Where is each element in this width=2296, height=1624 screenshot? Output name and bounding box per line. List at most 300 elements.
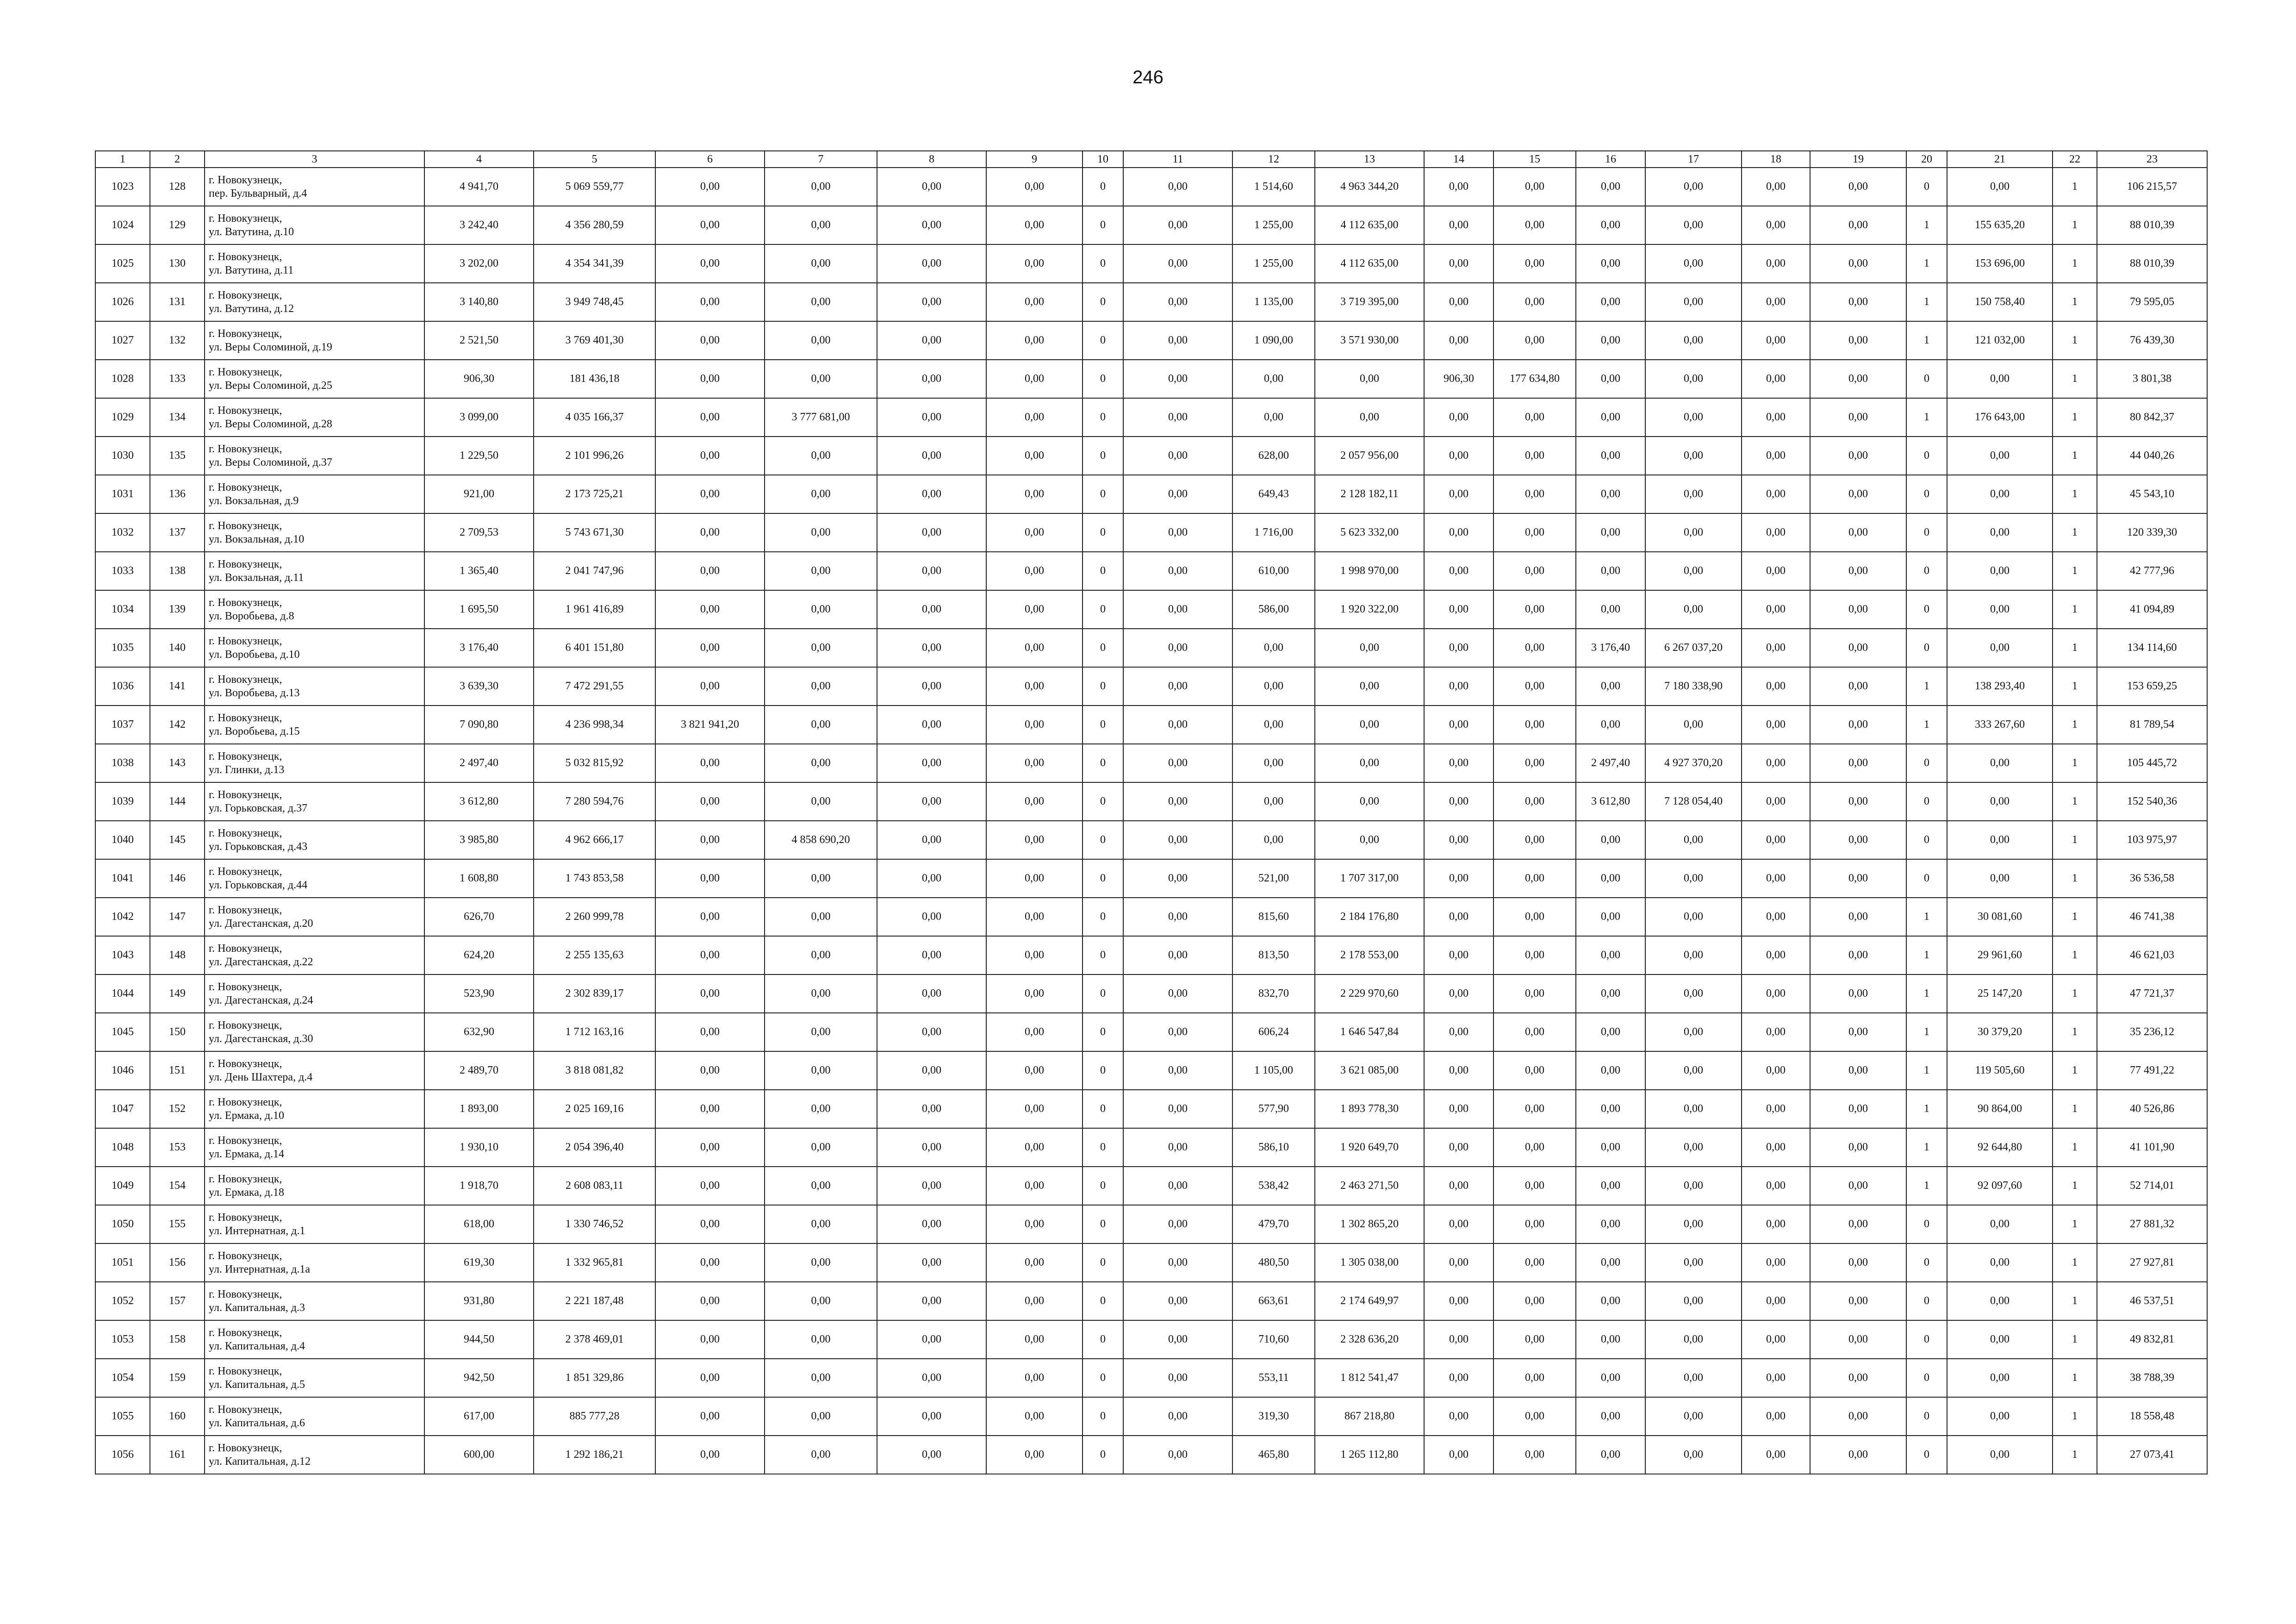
value-cell: 0,00 [1645, 168, 1742, 206]
address-city: г. Новокузнецк, [209, 366, 282, 378]
value-cell: 0 [1083, 590, 1123, 629]
value-cell: 5 032 815,92 [534, 744, 655, 782]
value-cell: 0,00 [986, 1128, 1083, 1167]
value-cell: 0,00 [1576, 1397, 1645, 1436]
value-cell: 3 985,80 [424, 821, 534, 859]
table-row [95, 1013, 2207, 1051]
item-number-cell: 160 [150, 1397, 205, 1436]
address-city: г. Новокузнецк, [209, 289, 282, 301]
value-cell: 1 [2053, 475, 2097, 513]
value-cell: 0 [1083, 974, 1123, 1013]
item-number-cell: 136 [150, 475, 205, 513]
value-cell: 1 [1906, 398, 1947, 437]
value-cell: 0,00 [877, 590, 986, 629]
address-cell [205, 936, 424, 974]
value-cell: 0,00 [877, 168, 986, 206]
value-cell: 1 [2053, 244, 2097, 283]
value-cell: 906,30 [1424, 360, 1493, 398]
item-number-cell: 155 [150, 1205, 205, 1243]
value-cell: 1 [1906, 1167, 1947, 1205]
row-number-cell: 1045 [95, 1013, 150, 1051]
value-cell: 1 [1906, 936, 1947, 974]
value-cell: 0 [1083, 244, 1123, 283]
item-number-cell: 144 [150, 782, 205, 821]
address-cell [205, 1128, 424, 1167]
column-header: 2 [150, 151, 205, 168]
table-body [95, 168, 2207, 1474]
value-cell: 0,00 [1576, 706, 1645, 744]
value-cell: 0,00 [1493, 974, 1576, 1013]
table-row [95, 360, 2207, 398]
value-cell: 0,00 [1123, 1320, 1232, 1359]
value-cell: 0,00 [986, 1167, 1083, 1205]
column-header: 4 [424, 151, 534, 168]
value-cell: 1 [2053, 1320, 2097, 1359]
address-cell [205, 513, 424, 552]
value-cell: 0,00 [1810, 667, 1906, 706]
value-cell: 1 920 649,70 [1315, 1128, 1424, 1167]
value-cell: 538,42 [1232, 1167, 1315, 1205]
row-number-cell: 1056 [95, 1436, 150, 1474]
row-number-cell: 1035 [95, 629, 150, 667]
address-street: ул. Дагестанская, д.30 [209, 1032, 313, 1045]
value-cell: 0,00 [1424, 1090, 1493, 1128]
address-street: ул. Ватутина, д.12 [209, 302, 294, 315]
value-cell: 0 [1083, 398, 1123, 437]
value-cell: 1 [1906, 1051, 1947, 1090]
value-cell: 30 081,60 [1947, 898, 2053, 936]
value-cell: 0 [1083, 1282, 1123, 1320]
value-cell: 1 743 853,58 [534, 859, 655, 898]
table-row [95, 1282, 2207, 1320]
value-cell: 0,00 [1232, 782, 1315, 821]
value-cell: 0,00 [1645, 437, 1742, 475]
value-cell: 0,00 [1123, 475, 1232, 513]
value-cell: 2 057 956,00 [1315, 437, 1424, 475]
address-cell [205, 1013, 424, 1051]
table-row [95, 1243, 2207, 1282]
value-cell: 0,00 [1810, 1436, 1906, 1474]
value-cell: 0,00 [655, 1167, 765, 1205]
value-cell: 0,00 [1742, 782, 1810, 821]
value-cell: 0,00 [1645, 1436, 1742, 1474]
value-cell: 1 135,00 [1232, 283, 1315, 321]
value-cell: 2 174 649,97 [1315, 1282, 1424, 1320]
value-cell: 0 [1083, 475, 1123, 513]
value-cell: 0,00 [877, 667, 986, 706]
item-number-cell: 148 [150, 936, 205, 974]
value-cell: 3 777 681,00 [765, 398, 877, 437]
value-cell: 0,00 [1742, 936, 1810, 974]
value-cell: 0,00 [765, 1013, 877, 1051]
value-cell: 0,00 [1424, 590, 1493, 629]
value-cell: 92 097,60 [1947, 1167, 2053, 1205]
table-row [95, 821, 2207, 859]
value-cell: 1 [2053, 1243, 2097, 1282]
value-cell: 0,00 [765, 168, 877, 206]
value-cell: 7 472 291,55 [534, 667, 655, 706]
value-cell: 3 639,30 [424, 667, 534, 706]
value-cell: 0,00 [1742, 1243, 1810, 1282]
value-cell: 0,00 [1123, 1397, 1232, 1436]
value-cell: 0,00 [1424, 475, 1493, 513]
value-cell: 0,00 [877, 1243, 986, 1282]
value-cell: 0,00 [1424, 706, 1493, 744]
value-cell: 3 099,00 [424, 398, 534, 437]
value-cell: 0,00 [986, 513, 1083, 552]
value-cell: 0,00 [877, 706, 986, 744]
value-cell: 44 040,26 [2097, 437, 2207, 475]
value-cell: 1 [1906, 667, 1947, 706]
address-street: ул. Ватутина, д.10 [209, 225, 294, 238]
value-cell: 4 236 998,34 [534, 706, 655, 744]
value-cell: 0,00 [655, 1051, 765, 1090]
value-cell: 0,00 [986, 1090, 1083, 1128]
value-cell: 0,00 [877, 744, 986, 782]
table-row [95, 475, 2207, 513]
value-cell: 0,00 [1424, 667, 1493, 706]
address-cell [205, 706, 424, 744]
value-cell: 0,00 [1424, 859, 1493, 898]
value-cell: 0,00 [1742, 1320, 1810, 1359]
address-cell [205, 283, 424, 321]
value-cell: 0,00 [986, 1359, 1083, 1397]
value-cell: 0,00 [877, 1320, 986, 1359]
value-cell: 1 [1906, 1090, 1947, 1128]
value-cell: 0,00 [1493, 706, 1576, 744]
address-cell [205, 360, 424, 398]
value-cell: 3 818 081,82 [534, 1051, 655, 1090]
value-cell: 0,00 [1424, 1320, 1493, 1359]
value-cell: 0,00 [1232, 744, 1315, 782]
value-cell: 0,00 [1810, 936, 1906, 974]
value-cell: 1 [2053, 360, 2097, 398]
item-number-cell: 142 [150, 706, 205, 744]
value-cell: 0,00 [1493, 821, 1576, 859]
value-cell: 2 255 135,63 [534, 936, 655, 974]
value-cell: 46 621,03 [2097, 936, 2207, 974]
value-cell: 0,00 [1493, 782, 1576, 821]
value-cell: 1 365,40 [424, 552, 534, 590]
value-cell: 0,00 [1123, 898, 1232, 936]
address-street: ул. День Шахтера, д.4 [209, 1071, 313, 1083]
value-cell: 52 714,01 [2097, 1167, 2207, 1205]
row-number-cell: 1041 [95, 859, 150, 898]
value-cell: 1 812 541,47 [1315, 1359, 1424, 1397]
address-street: ул. Горьковская, д.43 [209, 840, 308, 853]
value-cell: 0,00 [765, 1397, 877, 1436]
address-city: г. Новокузнецк, [209, 481, 282, 493]
address-cell [205, 321, 424, 360]
value-cell: 710,60 [1232, 1320, 1315, 1359]
column-header: 10 [1083, 151, 1123, 168]
column-header: 1 [95, 151, 150, 168]
column-header: 11 [1123, 151, 1232, 168]
address-street: ул. Ватутина, д.11 [209, 264, 294, 276]
value-cell: 0,00 [877, 1359, 986, 1397]
value-cell: 0,00 [1123, 744, 1232, 782]
value-cell: 42 777,96 [2097, 552, 2207, 590]
value-cell: 0,00 [1947, 859, 2053, 898]
value-cell: 181 436,18 [534, 360, 655, 398]
value-cell: 152 540,36 [2097, 782, 2207, 821]
row-number-cell: 1040 [95, 821, 150, 859]
value-cell: 0 [1083, 1436, 1123, 1474]
value-cell: 5 623 332,00 [1315, 513, 1424, 552]
value-cell: 0,00 [986, 1013, 1083, 1051]
address-cell [205, 1243, 424, 1282]
value-cell: 0,00 [1315, 360, 1424, 398]
value-cell: 0,00 [1947, 1243, 2053, 1282]
address-city: г. Новокузнецк, [209, 1442, 282, 1454]
value-cell: 1 292 186,21 [534, 1436, 655, 1474]
value-cell: 0,00 [986, 1243, 1083, 1282]
value-cell: 2 260 999,78 [534, 898, 655, 936]
address-city: г. Новокузнецк, [209, 635, 282, 647]
value-cell: 0,00 [986, 744, 1083, 782]
value-cell: 0,00 [1123, 321, 1232, 360]
value-cell: 2 221 187,48 [534, 1282, 655, 1320]
item-number-cell: 129 [150, 206, 205, 244]
value-cell: 0,00 [1424, 283, 1493, 321]
table-row [95, 1359, 2207, 1397]
value-cell: 7 128 054,40 [1645, 782, 1742, 821]
value-cell: 0,00 [1645, 1397, 1742, 1436]
value-cell: 1 [2053, 552, 2097, 590]
value-cell: 0 [1083, 1397, 1123, 1436]
value-cell: 0,00 [765, 552, 877, 590]
value-cell: 0,00 [986, 168, 1083, 206]
table-row [95, 782, 2207, 821]
value-cell: 0,00 [655, 1128, 765, 1167]
value-cell: 0,00 [1576, 1436, 1645, 1474]
value-cell: 1 [2053, 936, 2097, 974]
row-number-cell: 1043 [95, 936, 150, 974]
value-cell: 1 [2053, 821, 2097, 859]
address-city: г. Новокузнецк, [209, 519, 282, 532]
value-cell: 0,00 [655, 1282, 765, 1320]
value-cell: 0,00 [1315, 782, 1424, 821]
value-cell: 0,00 [1123, 1243, 1232, 1282]
value-cell: 0 [1083, 321, 1123, 360]
value-cell: 0,00 [986, 590, 1083, 629]
table-row [95, 1167, 2207, 1205]
value-cell: 5 743 671,30 [534, 513, 655, 552]
value-cell: 0,00 [765, 898, 877, 936]
value-cell: 0,00 [1947, 1436, 2053, 1474]
value-cell: 0,00 [655, 898, 765, 936]
address-cell [205, 1090, 424, 1128]
value-cell: 2 101 996,26 [534, 437, 655, 475]
address-city: г. Новокузнецк, [209, 1211, 282, 1224]
row-number-cell: 1032 [95, 513, 150, 552]
value-cell: 606,24 [1232, 1013, 1315, 1051]
row-number-cell: 1039 [95, 782, 150, 821]
row-number-cell: 1037 [95, 706, 150, 744]
value-cell: 80 842,37 [2097, 398, 2207, 437]
value-cell: 0 [1083, 898, 1123, 936]
value-cell: 0,00 [765, 859, 877, 898]
column-header: 23 [2097, 151, 2207, 168]
value-cell: 0,00 [1947, 1320, 2053, 1359]
address-cell [205, 974, 424, 1013]
value-cell: 0,00 [765, 1051, 877, 1090]
value-cell: 0 [1906, 475, 1947, 513]
value-cell: 0,00 [1424, 1243, 1493, 1282]
address-street: ул. Дагестанская, д.20 [209, 917, 313, 930]
column-header: 3 [205, 151, 424, 168]
value-cell: 0,00 [1742, 1436, 1810, 1474]
value-cell: 2 328 636,20 [1315, 1320, 1424, 1359]
item-number-cell: 132 [150, 321, 205, 360]
value-cell: 1 893,00 [424, 1090, 534, 1128]
value-cell: 0,00 [1493, 1359, 1576, 1397]
item-number-cell: 147 [150, 898, 205, 936]
value-cell: 2 521,50 [424, 321, 534, 360]
value-cell: 0,00 [877, 1167, 986, 1205]
value-cell: 0,00 [1576, 552, 1645, 590]
value-cell: 0 [1906, 360, 1947, 398]
address-city: г. Новокузнецк, [209, 1057, 282, 1070]
value-cell: 0,00 [1742, 859, 1810, 898]
value-cell: 0,00 [1810, 782, 1906, 821]
row-number-cell: 1031 [95, 475, 150, 513]
value-cell: 4 356 280,59 [534, 206, 655, 244]
page-number: 246 [1132, 67, 1164, 87]
value-cell: 30 379,20 [1947, 1013, 2053, 1051]
row-number-cell: 1033 [95, 552, 150, 590]
value-cell: 0,00 [1493, 1243, 1576, 1282]
value-cell: 3 202,00 [424, 244, 534, 283]
value-cell: 813,50 [1232, 936, 1315, 974]
value-cell: 921,00 [424, 475, 534, 513]
item-number-cell: 159 [150, 1359, 205, 1397]
value-cell: 0,00 [1123, 1436, 1232, 1474]
table-row [95, 936, 2207, 974]
value-cell: 0,00 [1493, 398, 1576, 437]
value-cell: 0,00 [1742, 898, 1810, 936]
value-cell: 27 927,81 [2097, 1243, 2207, 1282]
value-cell: 0,00 [1645, 283, 1742, 321]
value-cell: 0 [1906, 1205, 1947, 1243]
value-cell: 0,00 [1424, 782, 1493, 821]
value-cell: 0,00 [1947, 821, 2053, 859]
address-street: ул. Воробьева, д.10 [209, 648, 300, 661]
value-cell: 1 [2053, 206, 2097, 244]
value-cell: 1 [2053, 168, 2097, 206]
column-header: 14 [1424, 151, 1493, 168]
value-cell: 333 267,60 [1947, 706, 2053, 744]
value-cell: 0,00 [877, 283, 986, 321]
value-cell: 0,00 [1645, 1320, 1742, 1359]
value-cell: 0,00 [1123, 206, 1232, 244]
value-cell: 0 [1906, 821, 1947, 859]
value-cell: 0,00 [765, 1282, 877, 1320]
row-number-cell: 1048 [95, 1128, 150, 1167]
value-cell: 79 595,05 [2097, 283, 2207, 321]
value-cell: 0,00 [655, 1090, 765, 1128]
data-table [95, 150, 2208, 1474]
address-cell [205, 590, 424, 629]
value-cell: 0 [1906, 859, 1947, 898]
value-cell: 0,00 [765, 782, 877, 821]
value-cell: 0,00 [1576, 168, 1645, 206]
value-cell: 18 558,48 [2097, 1397, 2207, 1436]
value-cell: 815,60 [1232, 898, 1315, 936]
value-cell: 0,00 [655, 206, 765, 244]
address-city: г. Новокузнецк, [209, 1019, 282, 1031]
address-street: ул. Капитальная, д.3 [209, 1301, 305, 1314]
address-street: ул. Глинки, д.13 [209, 763, 285, 776]
row-number-cell: 1042 [95, 898, 150, 936]
value-cell: 1 [2053, 398, 2097, 437]
value-cell: 2 497,40 [1576, 744, 1645, 782]
value-cell: 1 514,60 [1232, 168, 1315, 206]
value-cell: 46 741,38 [2097, 898, 2207, 936]
value-cell: 0,00 [765, 1128, 877, 1167]
value-cell: 0,00 [986, 1436, 1083, 1474]
value-cell: 0,00 [1493, 1167, 1576, 1205]
value-cell: 0,00 [877, 898, 986, 936]
value-cell: 92 644,80 [1947, 1128, 2053, 1167]
value-cell: 0,00 [1645, 1013, 1742, 1051]
value-cell: 0,00 [1493, 552, 1576, 590]
value-cell: 0,00 [1742, 1051, 1810, 1090]
value-cell: 0,00 [655, 590, 765, 629]
table-row [95, 974, 2207, 1013]
address-cell [205, 1397, 424, 1436]
address-city: г. Новокузнецк, [209, 443, 282, 455]
value-cell: 0,00 [986, 360, 1083, 398]
value-cell: 0,00 [765, 1436, 877, 1474]
value-cell: 1 [2053, 1359, 2097, 1397]
address-street: ул. Капитальная, д.4 [209, 1340, 305, 1352]
value-cell: 1 [1906, 206, 1947, 244]
address-cell [205, 859, 424, 898]
value-cell: 0,00 [1493, 1397, 1576, 1436]
value-cell: 0,00 [986, 782, 1083, 821]
value-cell: 0,00 [1123, 244, 1232, 283]
value-cell: 2 041 747,96 [534, 552, 655, 590]
value-cell: 177 634,80 [1493, 360, 1576, 398]
value-cell: 1 712 163,16 [534, 1013, 655, 1051]
value-cell: 7 090,80 [424, 706, 534, 744]
address-city: г. Новокузнецк, [209, 1096, 282, 1108]
value-cell: 0,00 [877, 360, 986, 398]
value-cell: 0,00 [1493, 590, 1576, 629]
address-city: г. Новокузнецк, [209, 596, 282, 609]
value-cell: 0,00 [1810, 475, 1906, 513]
value-cell: 0,00 [1947, 437, 2053, 475]
value-cell: 0 [1083, 1128, 1123, 1167]
value-cell: 0,00 [986, 283, 1083, 321]
value-cell: 41 094,89 [2097, 590, 2207, 629]
value-cell: 0,00 [877, 629, 986, 667]
value-cell: 3 821 941,20 [655, 706, 765, 744]
value-cell: 103 975,97 [2097, 821, 2207, 859]
value-cell: 1 [1906, 321, 1947, 360]
value-cell: 0,00 [765, 1090, 877, 1128]
value-cell: 1 [2053, 706, 2097, 744]
item-number-cell: 158 [150, 1320, 205, 1359]
value-cell: 618,00 [424, 1205, 534, 1243]
value-cell: 0,00 [1123, 936, 1232, 974]
value-cell: 1 [2053, 898, 2097, 936]
value-cell: 0 [1083, 283, 1123, 321]
value-cell: 0,00 [1424, 1436, 1493, 1474]
value-cell: 0,00 [1424, 1167, 1493, 1205]
address-city: г. Новокузнецк, [209, 981, 282, 993]
